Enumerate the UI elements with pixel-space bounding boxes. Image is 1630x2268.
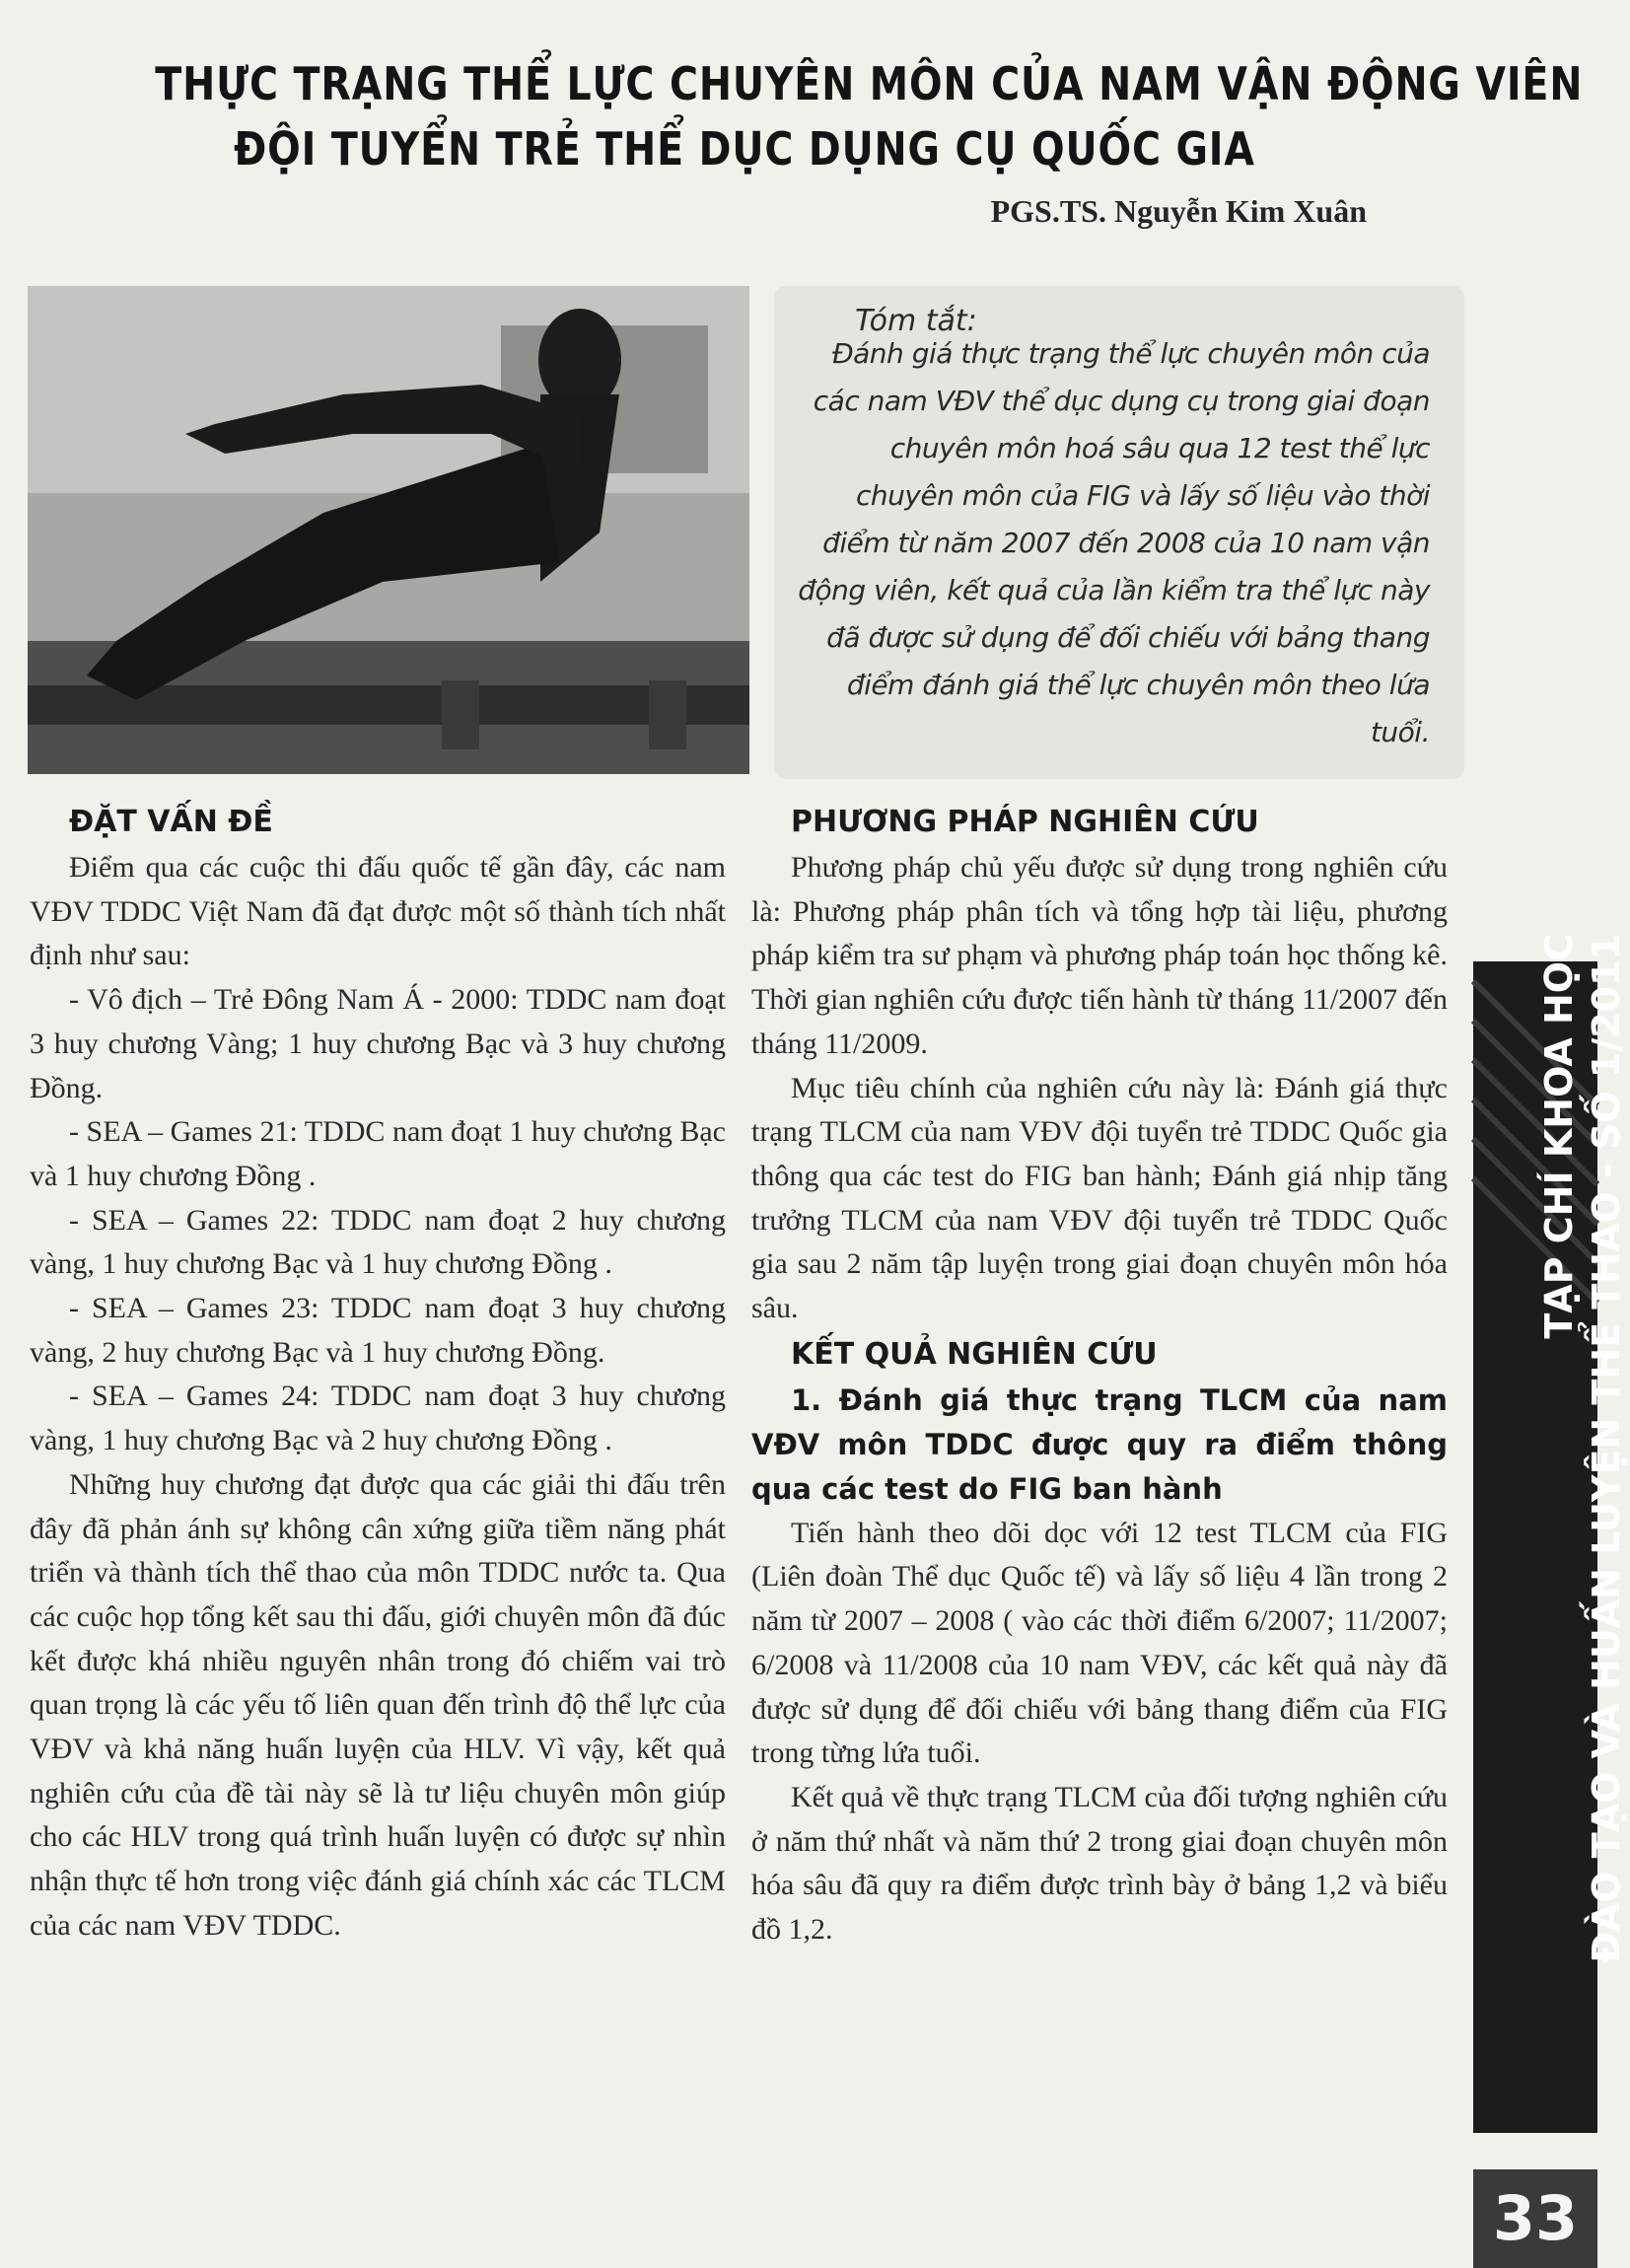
paragraph: - Vô địch – Trẻ Đông Nam Á - 2000: TDDC nam đoạt 3 huy chương Vàng; 1 huy chương Bạc và 3 huy chương Đồng. bbox=[30, 983, 726, 1104]
heading-phuong-phap: PHƯƠNG PHÁP NGHIÊN CỨU bbox=[791, 805, 1259, 839]
paragraph: Những huy chương đạt được qua các giải thi đấu trên đây đã phản ánh sự không cân xứng giữa tiềm năng phát triển và thành tích thể thao của môn TDDC nước ta. Qua các cuộc họp tổng kết sau thi đấu, giới chuyên môn đã đúc kết được khá nhiều nguyên nhân trong đó chiếm vai trò quan trọng là các yếu tố liên quan đến trình độ thể lực của VĐV và khả năng huấn luyện của HLV. Vì vậy, kết quả nghiên cứu của đề tài này sẽ là tư liệu chuyên môn giúp cho các HLV trong quá trình huấn luyện có được sự nhìn nhận thực tế hơn trong việc đánh giá chính xác các TLCM của các nam VĐV TDDC. bbox=[30, 1467, 726, 1942]
left-column bbox=[30, 799, 726, 1949]
journal-name-line-1: TẠP CHÍ KHOA HỌC bbox=[1537, 934, 1581, 1339]
article-title-line-1: THỰC TRẠNG THỂ LỰC CHUYÊN MÔN CỦA NAM VẬN ĐỘNG VIÊN bbox=[155, 57, 1584, 110]
journal-name bbox=[1535, 934, 1630, 2038]
author-byline: PGS.TS. Nguyễn Kim Xuân bbox=[990, 193, 1367, 229]
subheading-1: 1. Đánh giá thực trạng TLCM của nam VĐV môn TDDC được quy ra điểm thông qua các test do FIG ban hành bbox=[751, 1382, 1448, 1506]
paragraph: Tiến hành theo dõi dọc với 12 test TLCM của FIG (Liên đoàn Thể dục Quốc tế) và lấy số liệu 4 lần trong 2 năm từ 2007 – 2008 ( vào các thời điểm 6/2007; 11/2007; 6/2008 và 11/2008 của 10 nam VĐV, các kết quả này đã được sử dụng để đối chiếu với bảng thang điểm của FIG trong từng lứa tuổi. bbox=[751, 1516, 1448, 1770]
journal-sidebar bbox=[1473, 934, 1628, 2133]
abstract-box bbox=[774, 286, 1464, 779]
heading-ket-qua: KẾT QUẢ NGHIÊN CỨU bbox=[791, 1336, 1158, 1372]
paragraph: - SEA – Games 21: TDDC nam đoạt 1 huy chương Bạc và 1 huy chương Đồng . bbox=[30, 1115, 726, 1192]
paragraph: Mục tiêu chính của nghiên cứu này là: Đánh giá thực trạng TLCM của nam VĐV đội tuyển trẻ TDDC Quốc gia thông qua các test do FIG ban hành; Đánh giá nhịp tăng trưởng TLCM của nam VĐV đội tuyển trẻ TDDC Quốc gia sau 2 năm tập luyện trong giai đoạn chuyên môn hóa sâu. bbox=[751, 1071, 1448, 1325]
abstract-text: Đánh giá thực trạng thể lực chuyên môn của các nam VĐV thể dục dụng cụ trong giai đoạn chuyên môn hoá sâu qua 12 test thể lực chuyên môn của FIG và lấy số liệu vào thời điểm từ năm 2007 đến 2008 của 10 nam vận động viên, kết quả của lần kiểm tra thể lực này đã được sử dụng để đối chiếu với bảng thang điểm đánh giá thể lực chuyên môn theo lứa tuổi. bbox=[798, 337, 1430, 748]
paragraph: - SEA – Games 23: TDDC nam đoạt 3 huy chương vàng, 2 huy chương Bạc và 1 huy chương Đồng. bbox=[30, 1292, 726, 1369]
page-number: 33 bbox=[1473, 2169, 1597, 2268]
paragraph: Phương pháp chủ yếu được sử dụng trong nghiên cứu là: Phương pháp phân tích và tổng hợp tài liệu, phương pháp kiểm tra sư phạm và phương pháp toán học thống kê. Thời gian nghiên cứu được tiến hành từ tháng 11/2007 đến tháng 11/2009. bbox=[751, 851, 1448, 1060]
heading-dat-van-de: ĐẶT VẤN ĐỀ bbox=[69, 805, 273, 839]
gymnast-photo bbox=[28, 286, 749, 774]
abstract-label: Tóm tắt: bbox=[855, 304, 977, 338]
article-title-line-2: ĐỘI TUYỂN TRẺ THỂ DỤC DỤNG CỤ QUỐC GIA bbox=[234, 122, 1255, 176]
paragraph: Điểm qua các cuộc thi đấu quốc tế gần đây, các nam VĐV TDDC Việt Nam đã đạt được một số thành tích nhất định như sau: bbox=[30, 851, 726, 972]
journal-name-line-2: ĐÀO TẠO VÀ HUẤN LUYỆN THỂ THAO - SỐ 1/2011 bbox=[1585, 934, 1628, 1963]
paragraph: Kết quả về thực trạng TLCM của đối tượng nghiên cứu ở năm thứ nhất và năm thứ 2 trong giai đoạn chuyên môn hóa sâu đã quy ra điểm được trình bày ở bảng 1,2 và biểu đồ 1,2. bbox=[751, 1780, 1448, 1947]
article-title bbox=[155, 51, 1584, 181]
paragraph: - SEA – Games 24: TDDC nam đoạt 3 huy chương vàng, 1 huy chương Bạc và 2 huy chương Đồng . bbox=[30, 1380, 726, 1457]
gymnast-photo-illustration bbox=[28, 286, 749, 774]
paragraph: - SEA – Games 22: TDDC nam đoạt 2 huy chương vàng, 1 huy chương Bạc và 1 huy chương Đồng . bbox=[30, 1203, 726, 1281]
right-column bbox=[751, 799, 1448, 1952]
